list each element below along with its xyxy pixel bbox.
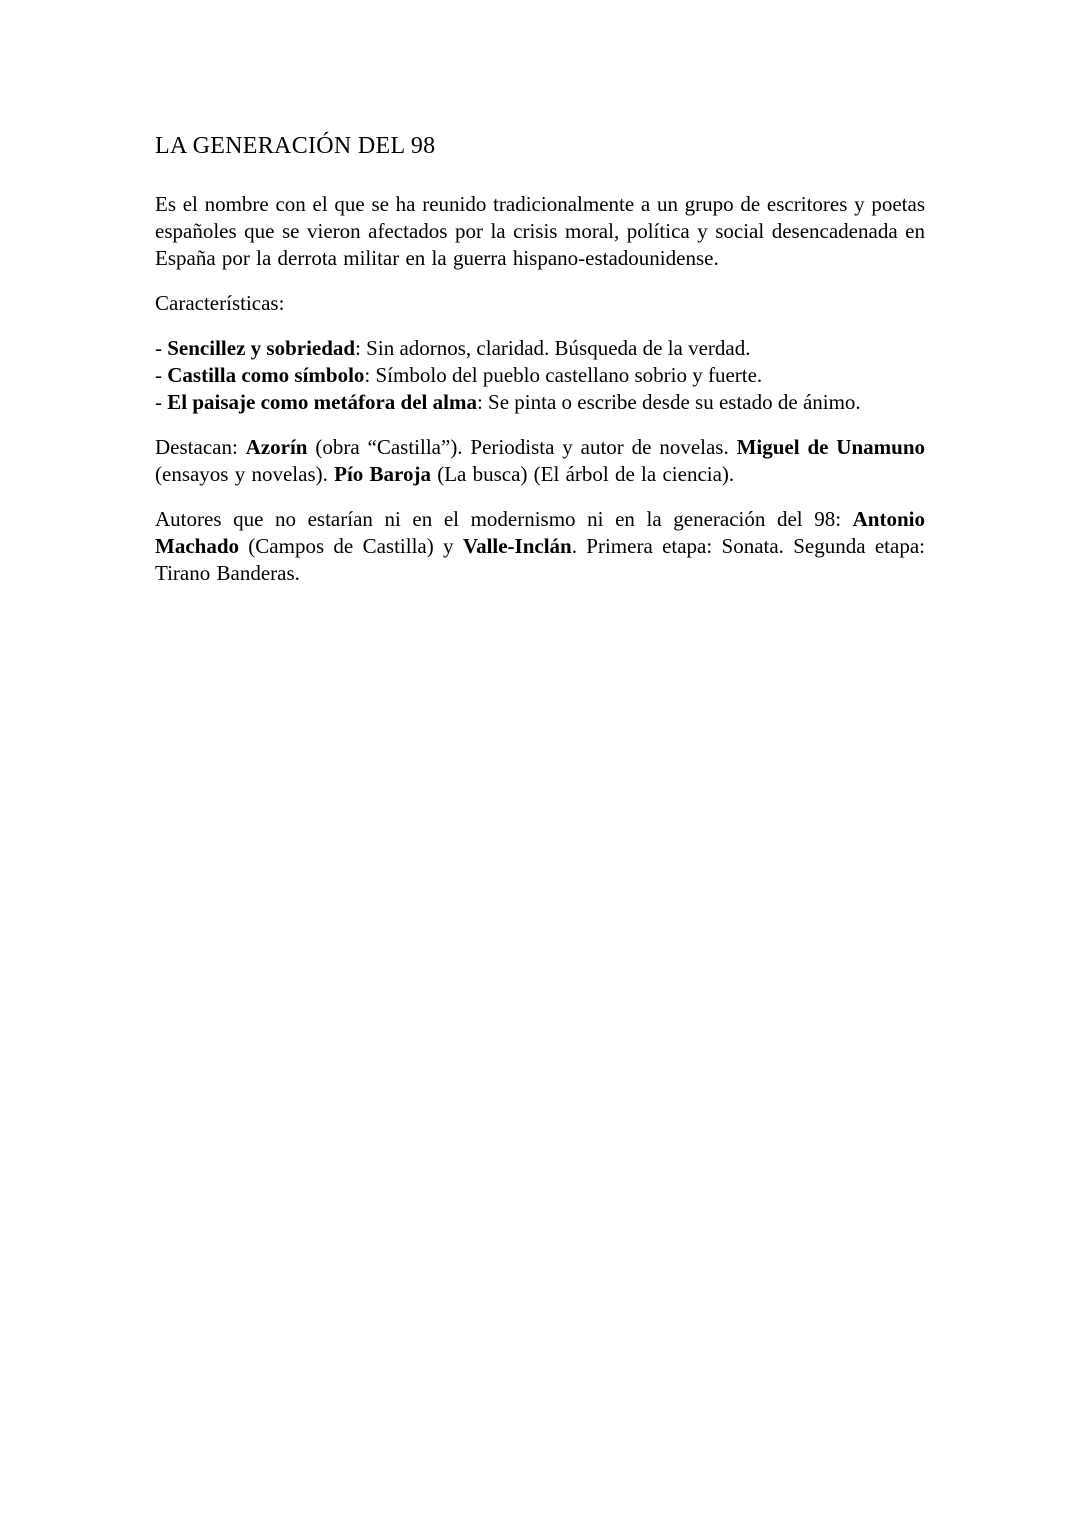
characteristics-heading: Características: [155,291,285,315]
excluded-authors-paragraph: Autores que no estarían ni en el modernismo ni en la generación del 98: Antonio Machado (Campos de Castilla) y Valle-Inclán. Primera etapa: Sonata. Segunda etapa: Tirano Banderas. [155,507,925,585]
intro-paragraph: Es el nombre con el que se ha reunido tradicionalmente a un grupo de escritores y poetas españoles que se vieron afectados por la crisis moral, política y social desencadenada en España por la derrota militar en la guerra hispano-estadounidense. [155,192,925,270]
characteristic-item-castilla: - Castilla como símbolo: Símbolo del pueblo castellano sobrio y fuerte. [155,363,763,387]
characteristic-item-paisaje: - El paisaje como metáfora del alma: Se pinta o escribe desde su estado de ánimo. [155,390,861,414]
characteristic-item-sencillez: - Sencillez y sobriedad: Sin adornos, claridad. Búsqueda de la verdad. [155,336,751,360]
characteristics-list [155,335,925,416]
document-title: LA GENERACIÓN DEL 98 [155,133,436,159]
document-content [155,131,925,605]
highlights-paragraph: Destacan: Azorín (obra “Castilla”). Periodista y autor de novelas. Miguel de Unamuno (ensayos y novelas). Pío Baroja (La busca) (El árbol de la ciencia). [155,435,926,486]
